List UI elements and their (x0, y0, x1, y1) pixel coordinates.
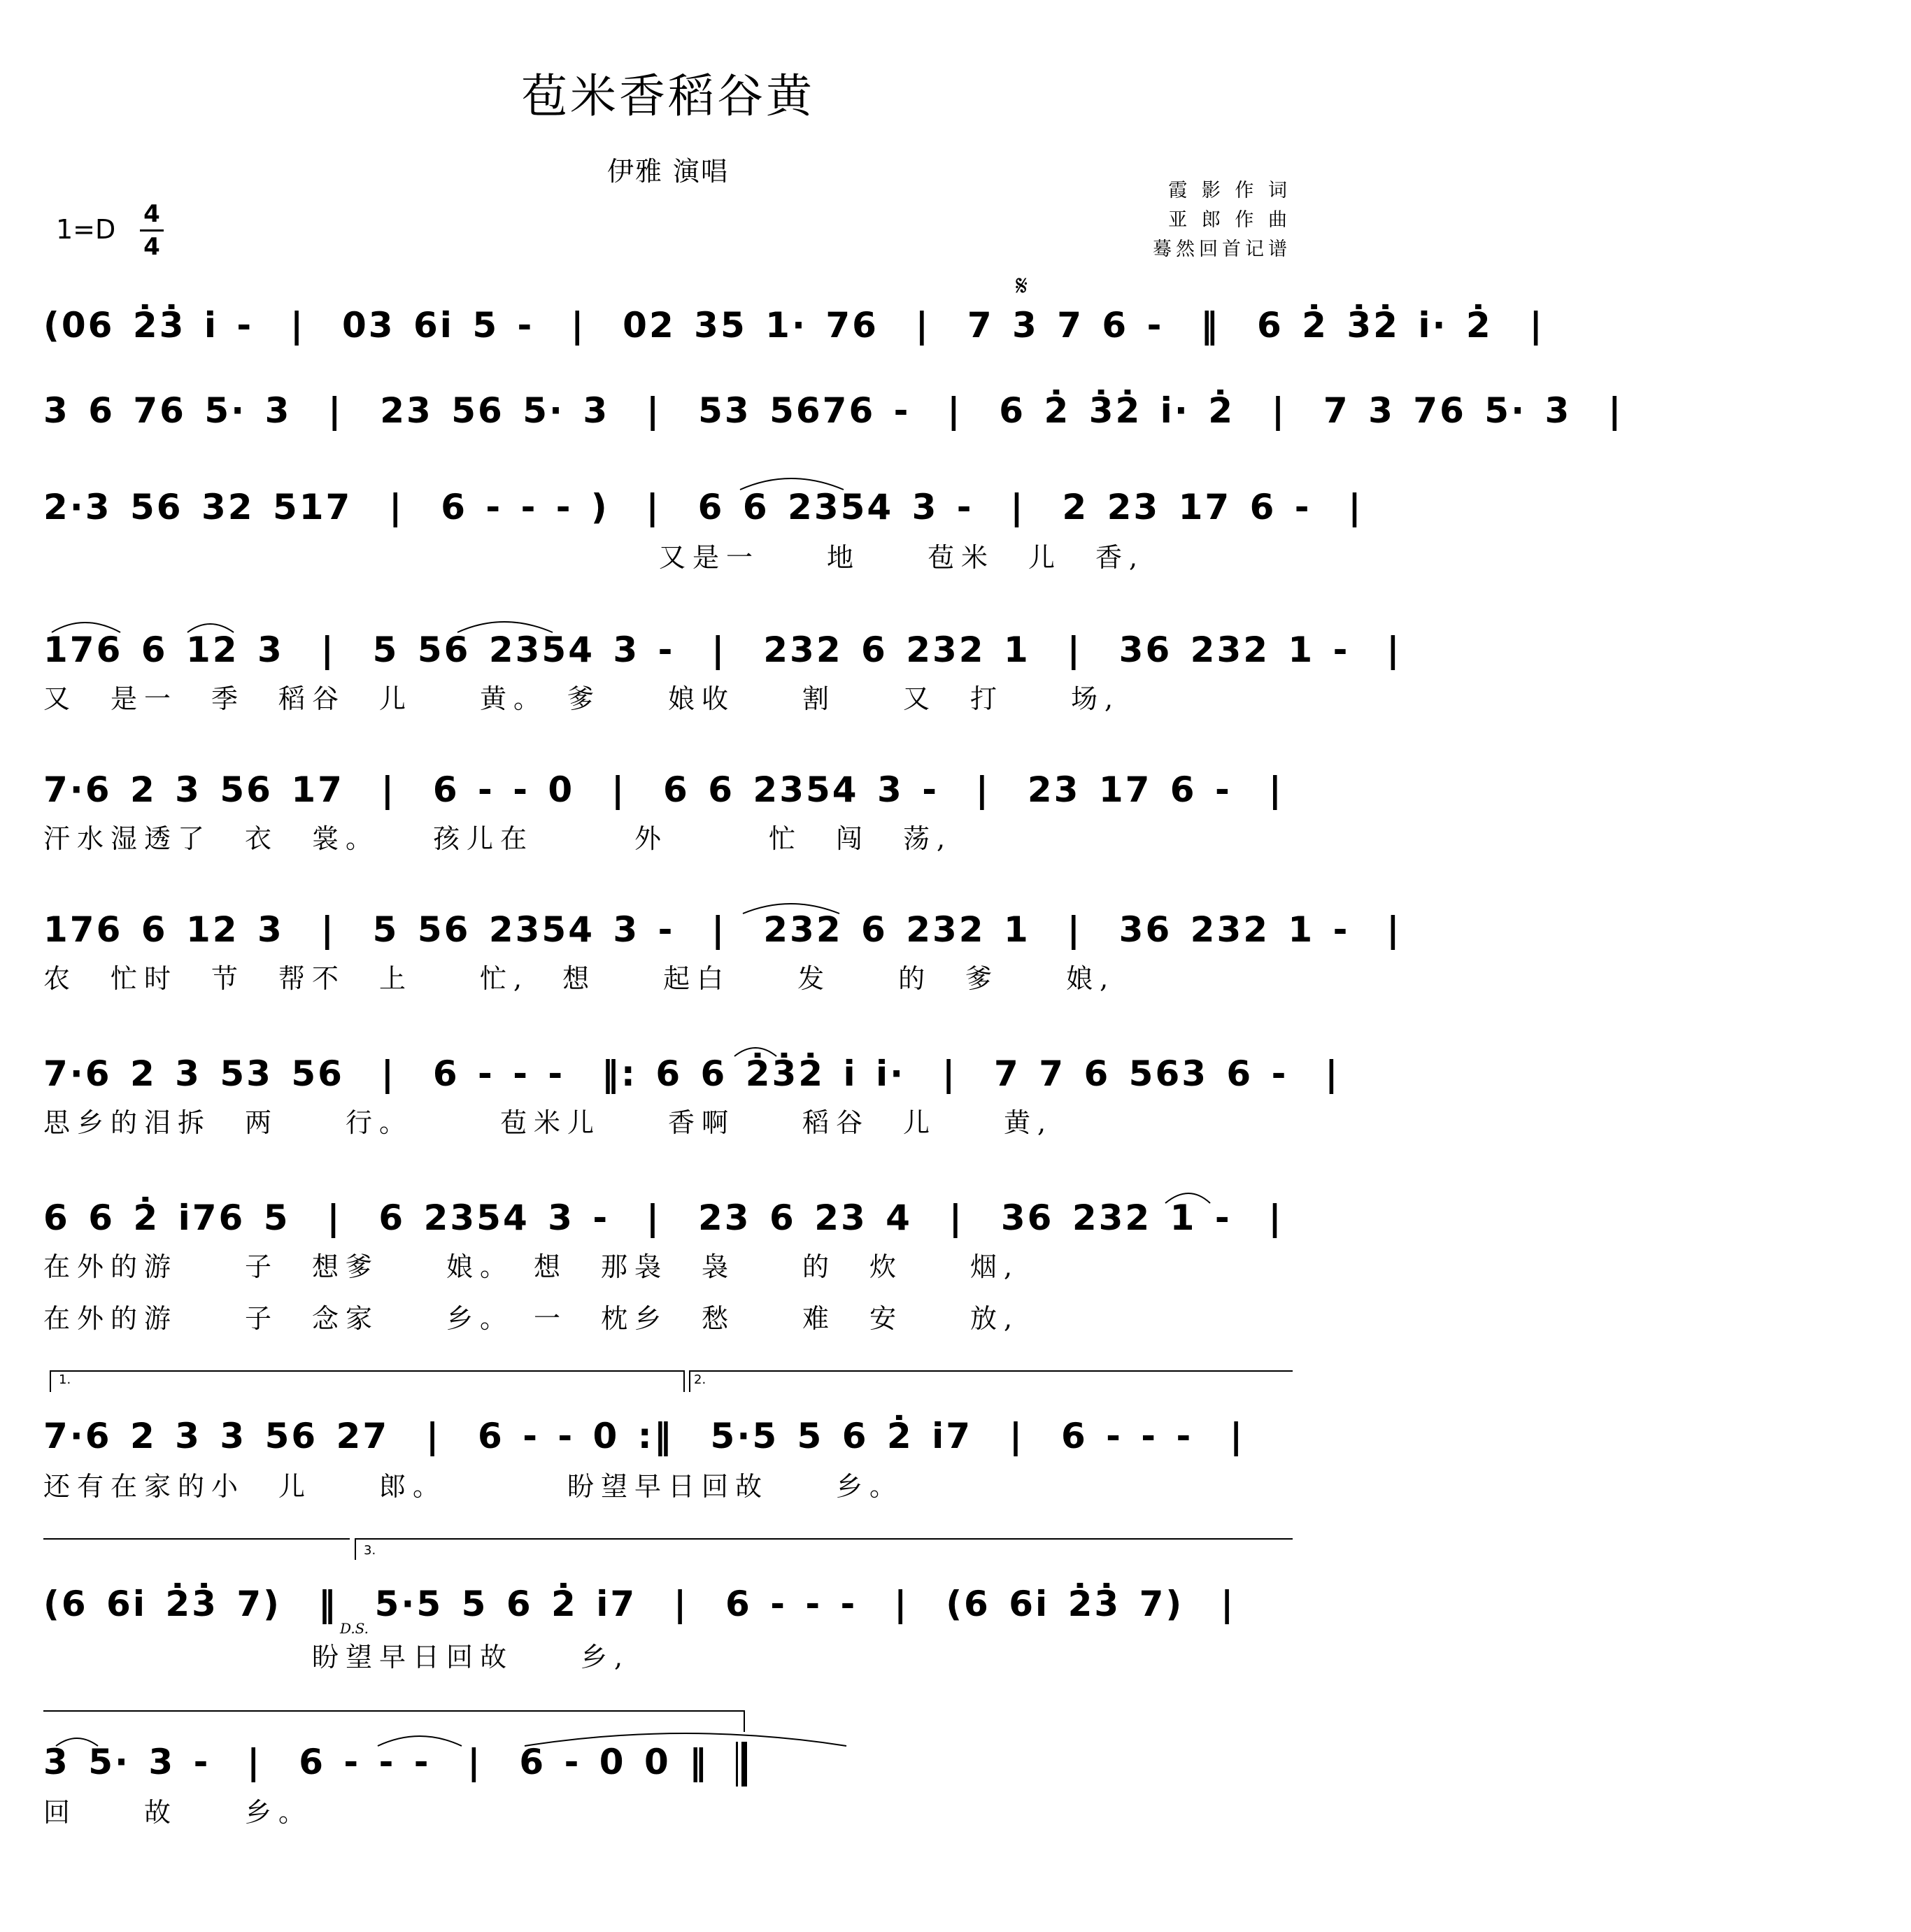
notation-text: 7·6 2 3 3 56 27 | 6 - - 0 :‖ 5·5 5 6 2̇ i̇7 | 6 - - - | (43, 1416, 1245, 1456)
slur-marks (52, 478, 1210, 1746)
page-title: 苞米香稻谷黄 (521, 69, 815, 123)
lyric-line: 还有在家的小 儿 郎。 盼望早日回故 乡。 (43, 1471, 904, 1502)
time-signature-bottom: 4 (143, 233, 160, 261)
notation-text: 2·3 56 32 517 | 6 - - - ) | 6 6 2354 3 - | 2 23 17 6 - | (43, 487, 1363, 527)
lyricist-credit: 霞 影 作 词 (1168, 180, 1291, 201)
da-segno-mark: D.S. (340, 1620, 369, 1637)
lyric-line-verse-2: 在外的游 子 念家 乡。 一 枕乡 愁 难 安 放, (43, 1303, 1020, 1334)
transcriber-credit: 蓦然回首记谱 (1153, 239, 1291, 260)
volta-3-label: 3. (364, 1543, 376, 1558)
segno-mark: 𝄋 (1016, 270, 1028, 302)
volta-brackets (43, 1371, 1293, 1732)
lyric-line: 又是一 地 苞米 儿 香, (659, 542, 1145, 573)
notation-text: (06 2̇3̇ i̇ - | 03 6i̇ 5 - | 02 35 1· 76 | 7 3 7 6 - ‖ 6 2̇ 3̇2̇ i̇· 2̇ | (43, 305, 1544, 346)
notation-text: 3 6 76 5· 3 | 23 56 5· 3 | 53 5676 - | 6 2̇ 3̇2̇ i̇· 2̇ | 7 3 76 5· 3 | (43, 390, 1624, 431)
lyric-line: 汗水湿透了 衣 裳。 孩儿在 外 忙 闯 荡, (43, 823, 953, 854)
lyric-line: 思乡的泪拆 两 行。 苞米儿 香啊 稻谷 儿 黄, (43, 1107, 1053, 1138)
lyric-line: 又 是一 季 稻谷 儿 黄。 爹 娘收 割 又 打 场, (43, 683, 1121, 714)
lyric-line: 在外的游 子 想爹 娘。 想 那袅 袅 的 炊 烟, (43, 1251, 1020, 1282)
composer-credit: 亚 郎 作 曲 (1168, 209, 1291, 231)
notation-text: 3 5· 3 - | 6 - - - | 6 - 0 0 ‖ (43, 1742, 709, 1782)
volta-2-label: 2. (694, 1372, 706, 1387)
time-signature-top: 4 (143, 200, 160, 228)
singer-credit: 伊雅 演唱 (606, 156, 730, 187)
notation-text: 7·6 2 3 56 17 | 6 - - 0 | 6 6 2354 3 - | 23 17 6 - | (43, 769, 1284, 810)
lyric-line: 农 忙时 节 帮不 上 忙, 想 起白 发 的 爹 娘, (43, 963, 1116, 994)
key-signature: 1=D (56, 214, 116, 245)
lyric-line: 回 故 乡。 (43, 1797, 313, 1828)
final-barline (736, 1742, 747, 1787)
notation-text: 176 6 12 3 | 5 56 2354 3 - | 232 6 232 1 | 36 232 1 - | (43, 630, 1402, 670)
notation-text: 176 6 12 3 | 5 56 2354 3 - | 232 6 232 1 | 36 232 1 - | (43, 909, 1402, 950)
notation-text: 6 6 2̇ i̇76 5 | 6 2354 3 - | 23 6 23 4 | 36 232 1 - | (43, 1198, 1284, 1238)
lyric-line: 盼望早日回故 乡, (43, 1642, 630, 1672)
notation-text: 7·6 2 3 53 56 | 6 - - - ‖: 6 6 2̇3̇2̇ i̇ i̇· | 7 7 6 563 6 - | (43, 1053, 1340, 1094)
volta-1-label: 1. (59, 1372, 71, 1387)
notation-text: (6 6i̇ 2̇3̇ 7) ‖ 5·5 5 6 2̇ i̇7 | 6 - - - | (6 6i̇ 2̇3̇ 7) | (43, 1584, 1236, 1624)
